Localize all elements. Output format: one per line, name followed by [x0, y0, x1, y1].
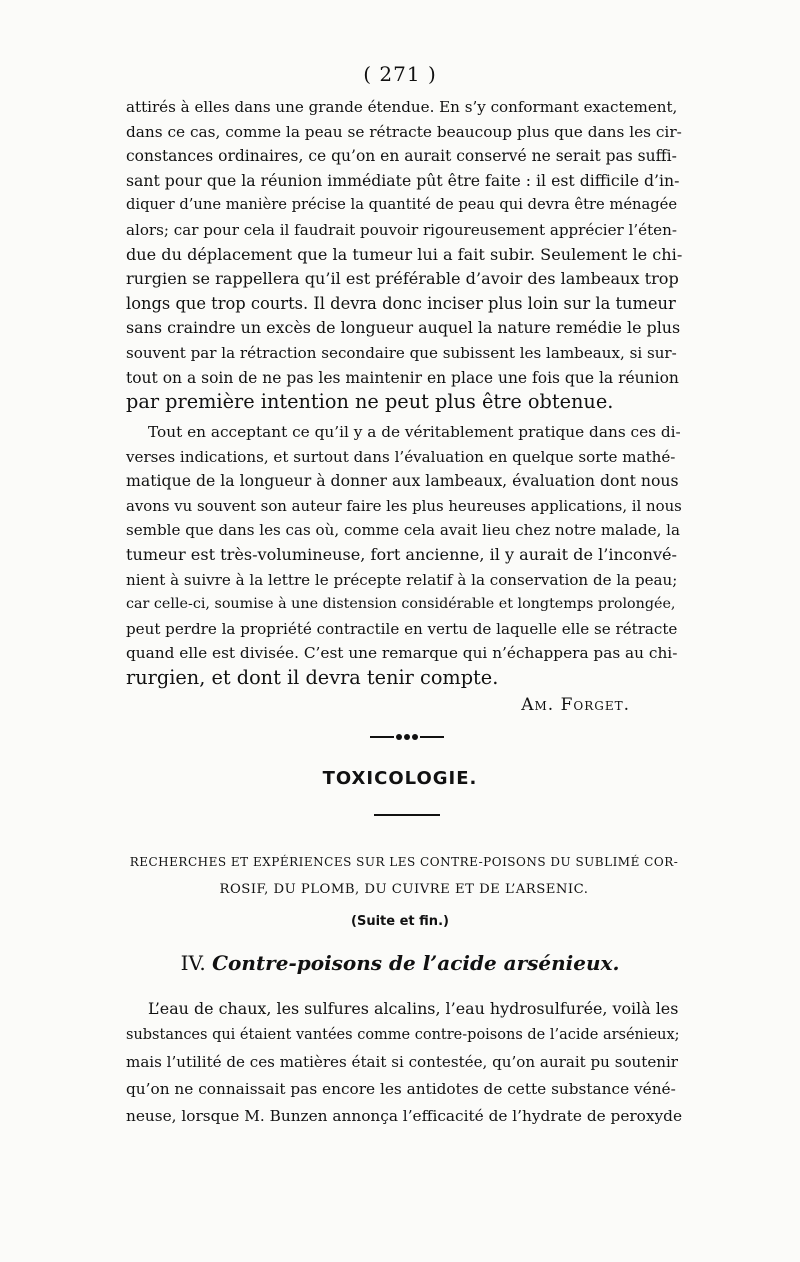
text-line: sant pour que la réunion immédiate pût être faite : il est difficile d’in-: [126, 170, 680, 190]
text-line: souvent par la rétraction secondaire que subissent les lambeaux, si sur-: [126, 343, 677, 362]
article-title: [126, 848, 682, 904]
ornament-line: [370, 736, 394, 738]
paragraph-commentary: [126, 420, 682, 691]
text-line: verses indications, et surtout dans l’évaluation en quelque sorte mathé-: [126, 447, 676, 466]
text-line: peut perdre la propriété contractile en vertu de laquelle elle se rétracte: [126, 619, 678, 638]
text-line: semble que dans les cas où, comme cela avait lieu chez notre malade, la: [126, 521, 681, 540]
text-line: matique de la longueur à donner aux lambeaux, évaluation dont nous: [126, 471, 679, 491]
ornament-dot: [412, 734, 418, 740]
text-line: avons vu souvent son auteur faire les plus heureuses applications, il nous: [126, 496, 682, 515]
subsection-heading: [0, 951, 800, 975]
section-rule: [374, 814, 440, 816]
paragraph-surgery-end: [126, 95, 682, 415]
article-title-line: ROSIF, DU PLOMB, DU CUIVRE ET DE L’ARSENIC.: [219, 882, 589, 897]
author-signature: Am. Forget.: [521, 695, 630, 715]
text-line: longs que trop courts. Il devra donc inciser plus loin sur la tumeur: [126, 293, 676, 313]
text-line: substances qui étaient vantées comme contre-poisons de l’acide arsénieux;: [126, 1027, 680, 1043]
text-line: due du déplacement que la tumeur lui a fait subir. Seulement le chi-: [126, 244, 683, 264]
subsection-title: Contre-poisons de l’acide arsénieux.: [212, 951, 620, 975]
text-line: alors; car pour cela il faudrait pouvoir rigoureusement apprécier l’éten-: [126, 220, 677, 239]
ornament-divider: [370, 733, 444, 741]
text-line: rurgien, et dont il devra tenir compte.: [126, 665, 499, 689]
text-line: quand elle est divisée. C’est une remarque qui n’échappera pas au chi-: [126, 644, 678, 663]
text-line: mais l’utilité de ces matières était si contestée, qu’on aurait pu soutenir: [126, 1053, 679, 1071]
section-title: TOXICOLOGIE.: [322, 768, 478, 789]
text-line: sans craindre un excès de longueur auquel la nature remédie le plus: [126, 318, 681, 338]
text-line: tumeur est très-volumineuse, fort ancienne, il y aurait de l’inconvé-: [126, 544, 677, 564]
ornament-dot: [396, 734, 402, 740]
text-line: neuse, lorsque M. Bunzen annonça l’efficacité de l’hydrate de peroxyde: [126, 1107, 683, 1125]
text-line: Tout en acceptant ce qu’il y a de véritablement pratique dans ces di-: [148, 423, 681, 441]
article-title-line: RECHERCHES ET EXPÉRIENCES SUR LES CONTRE-POISONS DU SUBLIMÉ COR-: [129, 855, 679, 869]
text-line: constances ordinaires, ce qu’on en aurait conservé ne serait pas suffi-: [126, 147, 677, 166]
text-line: car celle-ci, soumise à une distension considérable et longtemps prolongée,: [126, 596, 676, 613]
text-line: qu’on ne connaissait pas encore les antidotes de cette substance véné-: [126, 1080, 676, 1098]
subsection-number: IV.: [180, 951, 206, 975]
text-line: nient à suivre à la lettre le précepte relatif à la conservation de la peau;: [126, 570, 678, 589]
suite-note: (Suite et fin.): [351, 914, 449, 929]
text-line: rurgien se rappellera qu’il est préférable d’avoir des lambeaux trop: [126, 269, 679, 289]
text-line: tout on a soin de ne pas les maintenir en place une fois que la réunion: [126, 368, 679, 387]
text-line: L’eau de chaux, les sulfures alcalins, l’eau hydrosulfurée, voilà les: [148, 999, 679, 1018]
ornament-line: [420, 736, 444, 738]
text-line: diquer d’une manière précise la quantité de peau qui devra être ménagée: [126, 196, 678, 214]
text-line: attirés à elles dans une grande étendue. En s’y conformant exactement,: [126, 98, 678, 116]
paragraph-arsenic: [126, 995, 682, 1130]
ornament-dot: [404, 734, 410, 740]
text-line: par première intention ne peut plus être obtenue.: [126, 390, 614, 414]
page-number: ( 271 ): [363, 62, 437, 86]
text-line: dans ce cas, comme la peau se rétracte beaucoup plus que dans les cir-: [126, 122, 682, 141]
